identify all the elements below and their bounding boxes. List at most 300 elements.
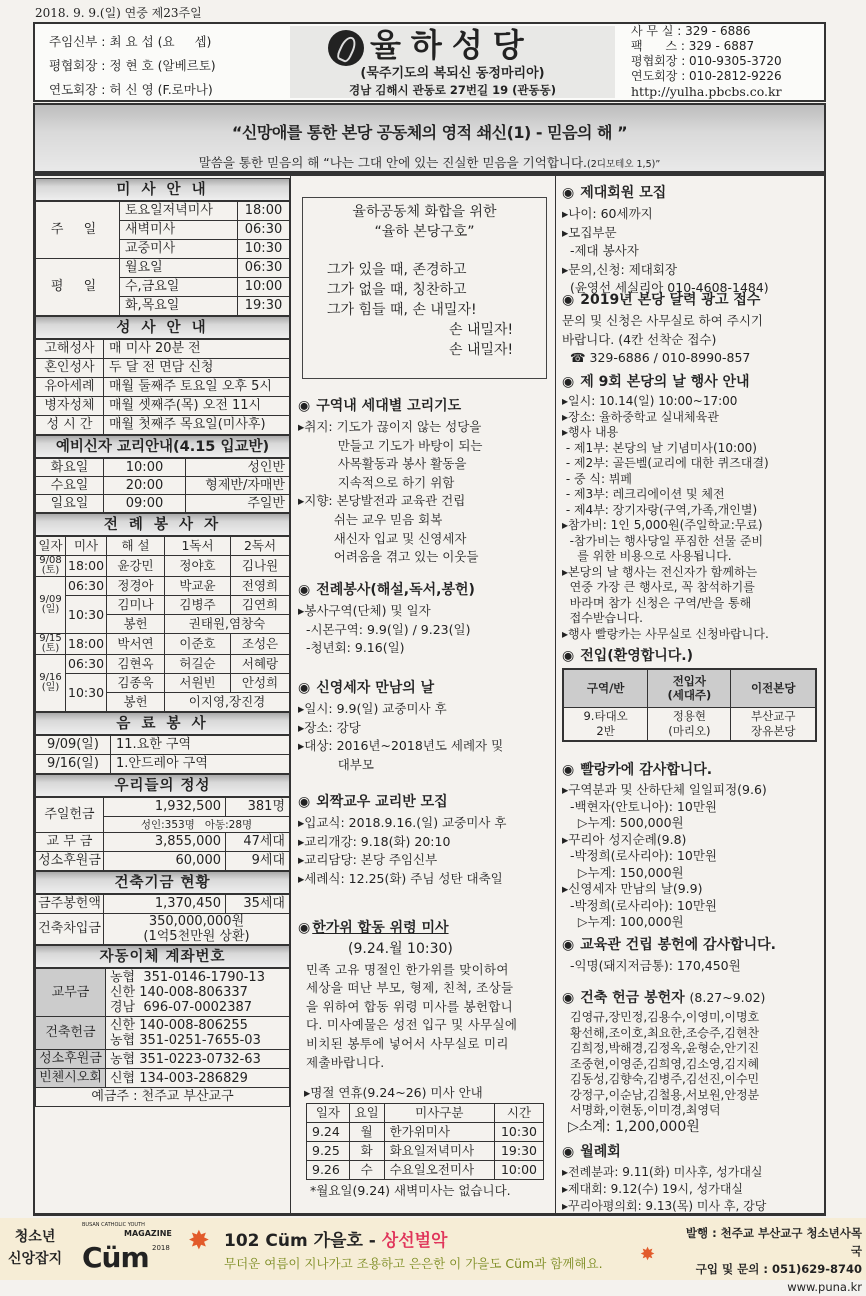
staff-pastor: 주임신부 : 최 요 섭 (요 셉) (49, 34, 212, 49)
table-cell: 두 달 전 면담 신청 (104, 359, 290, 378)
table-cell: 수 (349, 1160, 384, 1179)
section-title: 구역내 세대별 고리기도 (316, 398, 462, 414)
account-label: 교무금 (36, 969, 106, 1017)
sacrament-row (36, 416, 290, 435)
donors-subtotal: ▷소계: 1,200,000원 (568, 1118, 700, 1135)
table-cell: 9/16(일) (36, 755, 111, 774)
holiday-mass-title: ▸명절 연휴(9.24~26) 미사 안내 (304, 1085, 483, 1101)
table-cell: 화 (349, 1141, 384, 1160)
table-cell: 성인반 (186, 459, 290, 477)
list-item: 지속적으로 하기 위함 (298, 474, 455, 490)
liturgy-ministers-heading: 전 례 봉 사 자 (35, 513, 290, 536)
bullseye-icon: ◉ (562, 648, 575, 664)
section-altar-members (562, 183, 824, 298)
table-cell: 20:00 (104, 477, 186, 495)
account-numbers (106, 969, 290, 1017)
column-header: 이전본당 (731, 669, 816, 707)
table-cell: 09:00 (104, 495, 186, 513)
table-row (36, 852, 290, 871)
ad-label-line: 청소년 (14, 1229, 56, 1245)
bullseye-icon: ◉ (562, 762, 575, 778)
holiday-mass-row (307, 1160, 544, 1179)
list-item: - 제2부: 골든벨(교리에 대한 퀴즈대결) (562, 456, 769, 470)
table-cell: 일요일 (36, 495, 104, 513)
table-cell: 병자성체 (36, 397, 104, 416)
account-number: 농협 351-0251-7655-03 (110, 1033, 261, 1048)
table-cell: 매월 셋째주(목) 오전 11시 (104, 397, 290, 416)
holiday-mass-row (307, 1141, 544, 1160)
table-header-row (563, 669, 816, 707)
offering-detail: 성인:353명 아동:28명 (104, 817, 290, 833)
church-address: 경남 김해시 관동로 27번길 19 (관동동) (349, 83, 556, 97)
staff-role: 평협회장 (49, 58, 98, 73)
minister-name: 박교윤 (165, 577, 231, 596)
column-header: 1독서 (165, 537, 231, 556)
table-cell: 10:00 (104, 459, 186, 477)
contact-label: 사 무 실 (631, 24, 674, 38)
table-cell: 9/09(일) (36, 736, 111, 755)
staff-role: 주임신부 (49, 34, 98, 49)
account-number: 신협 134-003-286829 (110, 1070, 248, 1086)
account-number: 농협 351-0223-0732-63 (110, 1051, 261, 1067)
list-item: ▸지향: 본당발전과 교육관 건립 (298, 493, 466, 509)
table-cell: 성 시 간 (36, 416, 104, 435)
table-cell: 매월 둘째주 토요일 오후 5시 (104, 378, 290, 397)
minister-name: 이준호 (165, 634, 231, 655)
account-numbers (106, 1050, 290, 1069)
magazine-ad-banner[interactable] (0, 1218, 866, 1294)
column-header: 해 설 (107, 537, 165, 556)
theme-subtitle-text: 말씀을 통한 믿음의 해 “나는 그대 안에 있는 진실한 믿음을 기억합니다. (198, 155, 588, 170)
list-item: ▸일시: 10.14(일) 10:00~17:00 (562, 394, 738, 408)
section-heading (562, 1142, 824, 1162)
building-fund-heading: 건축기금 현황 (35, 871, 290, 894)
slogan-line: 그가 힘들 때, 손 내밀자! (327, 302, 477, 318)
minister-name: 조성은 (231, 634, 290, 655)
list-item: ▸장소: 강당 (298, 719, 361, 735)
parish-slogan-box (302, 197, 547, 379)
list-item: ▷누계: 500,000원 (562, 815, 684, 830)
list-item: ▸신영세자 만남의 날(9.9) (562, 881, 703, 896)
catechumen-table (35, 458, 290, 513)
table-row (36, 895, 290, 914)
sacrament-row (36, 378, 290, 397)
liturgy-ministers-table (35, 536, 290, 712)
new-parishioners-table (562, 668, 817, 742)
date: 9/09 (39, 594, 62, 605)
table-cell: 혼인성사 (36, 359, 104, 378)
slogan-line: 그가 있을 때, 존경하고 (327, 262, 467, 278)
weekday: (토) (41, 565, 60, 576)
list-item: 대부모 (298, 756, 374, 772)
holiday-mass-row (307, 1122, 544, 1141)
column-header: 요일 (349, 1103, 384, 1122)
account-number: 농협 351-0146-1790-13 (110, 970, 265, 985)
list-item: ▷누계: 150,000원 (562, 864, 684, 880)
bullseye-icon: ◉ (562, 937, 575, 953)
list-item: -백현자(안토니아): 10만원 (562, 798, 717, 814)
bullseye-icon: ◉ (562, 185, 575, 201)
text-lines (562, 782, 824, 931)
cum-magazine-logo (80, 1220, 180, 1278)
list-item: ▸문의,신청: 제대회장 (562, 261, 678, 277)
auto-transfer-heading: 자동이체 계좌번호 (35, 945, 290, 968)
list-item: - 중 식: 뷔페 (562, 471, 632, 486)
contact-memorial: 연도회장 : 010-2812-9226 (631, 69, 782, 83)
mass-time: 18:00 (238, 202, 290, 221)
account-label: 성소후원금 (36, 1050, 106, 1069)
theme-title: “신망애를 통한 본당 공동체의 영적 쇄신(1) - 믿음의 해 ” (231, 123, 628, 142)
minister-name: 안성희 (231, 674, 290, 693)
section-monthly-meetings (562, 1142, 824, 1215)
minister-name: 김연희 (231, 596, 290, 615)
mass-schedule-heading: 미 사 안 내 (35, 178, 290, 201)
list-item: 바라며 참가 신청은 구역/반을 통해 (562, 595, 752, 610)
column-header: 시간 (495, 1103, 544, 1122)
mass-name: 월요일 (120, 259, 238, 278)
list-item: ▸봉사구역(단체) 및 일자 (298, 603, 431, 618)
column-header: 구역/반 (563, 669, 648, 707)
list-item: (윤영선 세실리아 010-4608-1484) (562, 280, 769, 296)
table-row (563, 707, 816, 741)
mass-time: 10:30 (66, 596, 107, 634)
account-label: 빈첸시오회 (36, 1069, 106, 1088)
mass-time: 10:30 (238, 240, 290, 259)
liturgy-row (36, 674, 290, 693)
theme-banner (33, 103, 826, 173)
list-item: 서명화,이현동,이미경,최영덕 (570, 1103, 721, 1117)
list-item: 문의 및 신청은 사무실로 하여 주시기 (562, 313, 763, 328)
holiday-mass-note: *월요일(9.24) 새벽미사는 없습니다. (310, 1182, 511, 1198)
section-title: 월례회 (580, 1144, 621, 1160)
table-cell: 화요일 (36, 459, 104, 477)
column-header: 미사 (66, 537, 107, 556)
list-item: ▸교리담당: 본당 주임신부 (298, 852, 438, 868)
mass-time: 18:00 (66, 634, 107, 655)
table-cell: 수요일 (36, 477, 104, 495)
publisher-website[interactable]: www.puna.kr (787, 1280, 862, 1294)
column-divider (290, 175, 291, 1215)
minister-name: 김종욱 (107, 674, 165, 693)
drinks-service-heading: 음 료 봉 사 (35, 712, 290, 735)
account-numbers (106, 1069, 290, 1088)
text-lines (562, 1164, 824, 1215)
ad-headline-text: 102 Cüm 가을호 - (224, 1231, 382, 1251)
offering-label: 교 무 금 (36, 833, 104, 852)
offering-amount: 60,000 (104, 852, 226, 871)
theme-reference: (2디모테오 1,5)” (587, 159, 661, 170)
church-name: 율하성당 (370, 26, 534, 64)
offering-names: 권태원,염창숙 (165, 615, 290, 634)
staff-council-president: 평협회장 : 정 현 호 (알베르토) (49, 58, 216, 73)
ad-label (8, 1226, 62, 1270)
section-heading (298, 918, 553, 938)
list-item: -익명(돼지저금통): 170,450원 (562, 958, 741, 973)
liturgy-row (36, 596, 290, 615)
offering-label: 봉헌 (107, 693, 165, 712)
minister-name: 김현옥 (107, 655, 165, 674)
minister-name: 윤강민 (107, 556, 165, 577)
list-item: 조중현,이영준,김희영,김소영,김지혜 (570, 1056, 760, 1071)
weekday: (토) (41, 643, 60, 654)
offering-count: 47세대 (226, 833, 290, 852)
publisher-info (680, 1224, 862, 1296)
bullseye-icon: ◉ (298, 582, 311, 598)
church-patron: (묵주기도의 복되신 동정마리아) (360, 66, 545, 81)
section-building-donors (562, 988, 824, 1135)
section-catechism-class (298, 792, 553, 888)
bullseye-icon: ◉ (298, 398, 311, 414)
offering-amount: 3,855,000 (104, 833, 226, 852)
section-heading (562, 183, 824, 203)
table-header-row (36, 537, 290, 556)
list-item: ▸본당의 날 행사는 전신자가 함께하는 (562, 564, 758, 579)
website-link[interactable]: http://yulha.pbcbs.co.kr (631, 84, 782, 99)
fund-label: 건축차입금 (36, 914, 104, 945)
mass-name: 새벽미사 (120, 221, 238, 240)
section-new-parishioners (562, 646, 824, 742)
holiday-mass-table (306, 1103, 544, 1180)
list-item: 강정구,이순남,김철용,서보원,안정분 (570, 1087, 760, 1102)
minister-name: 박서연 (107, 634, 165, 655)
bulletin-date: 2018. 9. 9.(일) 연중 제23주일 (35, 6, 202, 20)
minister-name: 정야호 (165, 556, 231, 577)
section-title: 빨랑카에 감사합니다. (580, 762, 713, 778)
logo-small-text: BUSAN CATHOLIC YOUTH (82, 1222, 145, 1228)
slogan-title: “율하 본당구호” (374, 224, 475, 240)
list-item: 제출바랍니다. (306, 1054, 385, 1070)
list-item: 황선해,조이호,최요한,조승주,김현찬 (570, 1025, 760, 1040)
section-heading (562, 935, 824, 955)
maple-leaf-icon: ✸ (188, 1226, 210, 1256)
table-row (36, 914, 290, 945)
mass-time: 06:30 (66, 577, 107, 596)
drinks-row (36, 736, 290, 755)
section-title: 제대회원 모집 (580, 185, 667, 201)
table-cell: 매월 첫째주 목요일(미사후) (104, 416, 290, 435)
list-item: 를 위한 비용으로 사용됩니다. (562, 549, 732, 563)
column-header: 일자 (307, 1103, 350, 1122)
text-lines (298, 602, 553, 658)
church-logo-block (290, 26, 615, 98)
account-holder: 예금주 : 천주교 부산교구 (36, 1088, 290, 1107)
catechumen-row (36, 495, 290, 513)
liturgy-row (36, 655, 290, 674)
loan-amount: 350,000,000원 (148, 914, 245, 929)
list-item: ▸참가비: 1인 5,000원(주일학교:무료) (562, 518, 763, 532)
table-cell: 유아세례 (36, 378, 104, 397)
liturgy-row (36, 556, 290, 577)
mass-group-label: 주 일 (36, 202, 120, 259)
account-row (36, 1069, 290, 1088)
theme-subtitle (35, 153, 824, 171)
list-item: ▸세례식: 12.25(화) 주님 성탄 대축일 (298, 870, 503, 886)
section-liturgy-service (298, 580, 553, 658)
list-item: - 제1부: 본당의 날 기념미사(10:00) (562, 440, 757, 455)
weekday: (일) (41, 604, 60, 615)
contact-council: 평협회장 : 010-9305-3720 (631, 54, 782, 68)
text-lines (298, 814, 553, 888)
date: 9/08 (39, 555, 62, 566)
list-item: ▷누계: 100,000원 (562, 914, 684, 929)
mass-time: 06:30 (238, 221, 290, 240)
section-education-hall-thanks (562, 935, 824, 976)
minister-name: 전영희 (231, 577, 290, 596)
offering-names: 이지영,장진경 (165, 693, 290, 712)
chuseok-datetime: (9.24.월 10:30) (348, 941, 453, 957)
offering-amount: 1,932,500 (104, 798, 226, 817)
staff-role: 연도회장 (49, 82, 98, 97)
list-item: ▸꾸리아 성지순례(9.8) (562, 831, 687, 847)
section-palanca-thanks (562, 760, 824, 931)
sacrament-row (36, 359, 290, 378)
building-fund-table (35, 894, 290, 945)
church-header (33, 22, 826, 102)
loan-note: (1억5천만원 상환) (143, 929, 250, 944)
table-row (36, 833, 290, 852)
offering-label: 봉헌 (107, 615, 165, 634)
table-cell: 11.요한 구역 (111, 736, 290, 755)
text-lines (298, 418, 553, 567)
text-lines (562, 957, 824, 976)
list-item: 쉬는 교우 믿음 회복 (298, 511, 443, 527)
contact-value: 010-9305-3720 (689, 54, 782, 68)
sacrament-row (36, 340, 290, 359)
account-number: 신한 140-008-806255 (110, 1018, 248, 1033)
list-item: 바랍니다. (4칸 선착순 접수) (562, 331, 717, 347)
fund-amount: 1,370,450 (104, 895, 226, 914)
slogan-line: 그가 없을 때, 칭찬하고 (327, 282, 467, 298)
table-cell: 10:30 (495, 1122, 544, 1141)
text-lines (562, 205, 824, 298)
list-item: 접수받습니다. (562, 611, 643, 625)
list-item: ▸교리개강: 9.18(화) 20:10 (298, 833, 451, 849)
account-row (36, 1017, 290, 1050)
logo-wordmark: Cüm (82, 1241, 149, 1274)
text-lines (298, 700, 553, 774)
section-title: 2019년 본당 달력 광고 접수 (580, 292, 761, 308)
list-item: ▸장소: 율하중학교 실내체육관 (562, 409, 719, 424)
table-row (36, 259, 290, 278)
offerings-table (35, 797, 290, 871)
bullseye-icon: ◉ (562, 292, 575, 308)
mass-schedule-table (35, 201, 290, 316)
minister-name: 김나원 (231, 556, 290, 577)
text-lines (298, 961, 553, 1073)
text-lines (562, 1010, 824, 1119)
mass-time: 10:30 (66, 674, 107, 712)
section-heading (562, 988, 824, 1008)
section-heading (562, 290, 824, 310)
section-heading (562, 646, 824, 666)
left-column (35, 178, 290, 1107)
catechumen-heading: 예비신자 교리안내(4.15 입교반) (35, 435, 290, 458)
catechumen-row (36, 477, 290, 495)
donors-period: (8.27~9.02) (689, 990, 766, 1005)
table-cell: 주일반 (186, 495, 290, 513)
list-item: 김동성,김향숙,김병주,김선진,이수민 (570, 1072, 760, 1086)
newcomer-cell: 정용현 (마리오) (648, 707, 731, 741)
minister-name: 김미나 (107, 596, 165, 615)
minister-name: 김병주 (165, 596, 231, 615)
section-title: 전례봉사(해설,독서,봉헌) (316, 582, 475, 598)
mass-time: 18:00 (66, 556, 107, 577)
section-parish-day (562, 372, 824, 642)
previous-parish-cell: 부산교구 장유본당 (731, 707, 816, 741)
bullseye-icon: ◉ (562, 374, 575, 390)
list-item: ▸입교식: 2018.9.16.(일) 교중미사 후 (298, 815, 507, 830)
list-item: 김영규,장민정,김용수,이영미,이명호 (570, 1010, 760, 1024)
mass-time: 10:00 (238, 278, 290, 297)
bullseye-icon: ◉ (298, 680, 311, 696)
table-cell: 9.25 (307, 1141, 350, 1160)
table-row (36, 798, 290, 817)
mass-group-label: 평 일 (36, 259, 120, 316)
account-row (36, 969, 290, 1017)
section-heading (562, 760, 824, 780)
maple-leaf-icon: ✸ (640, 1244, 656, 1265)
drinks-service-table (35, 735, 290, 774)
account-row (36, 1050, 290, 1069)
list-item: ▸행사 내용 (562, 425, 619, 439)
table-cell: 19:30 (495, 1141, 544, 1160)
table-cell: 1.안드레아 구역 (111, 755, 290, 774)
list-item: ▸취지: 기도가 끊이지 않는 성당을 (298, 419, 482, 434)
list-item: 세상을 떠난 부모, 형제, 친척, 조상들 (306, 980, 514, 996)
ad-subtitle: 무더운 여름이 지나가고 조용하고 은은한 이 가을도 Cüm과 함께해요. (224, 1256, 603, 1271)
list-item: 연중 가장 큰 행사로, 꼭 참석하기를 (562, 580, 755, 594)
list-item: 다. 미사예물은 성전 입구 및 사무실에 (306, 1017, 518, 1033)
bullseye-icon: ◉ (562, 1144, 575, 1160)
table-cell: 10:00 (495, 1160, 544, 1179)
section-heading (298, 396, 553, 416)
table-cell: 화요일저녁미사 (384, 1141, 494, 1160)
weekday: (일) (41, 682, 60, 693)
list-item: ▸대상: 2016년~2018년도 세례자 및 (298, 738, 504, 754)
offering-label: 성소후원금 (36, 852, 104, 871)
mass-name: 수,금요일 (120, 278, 238, 297)
service-date (36, 655, 66, 712)
catechumen-row (36, 459, 290, 477)
staff-name: 허 신 영 (F.로마나) (109, 82, 213, 97)
sacrament-row (36, 397, 290, 416)
mass-name: 토요일저녁미사 (120, 202, 238, 221)
church-emblem-icon (328, 30, 364, 66)
list-item: 김희정,박해경,김정옥,윤형순,안기진 (570, 1041, 760, 1055)
liturgy-row (36, 577, 290, 596)
text-lines (562, 394, 824, 642)
account-number: 경남 696-07-0002387 (110, 1000, 253, 1015)
service-date (36, 556, 66, 577)
section-title: 교육관 건립 봉헌에 감사합니다. (580, 937, 776, 953)
list-item: 을 위하여 합동 위령 미사를 봉헌합니 (306, 998, 513, 1014)
account-numbers (106, 1017, 290, 1050)
account-label: 건축헌금 (36, 1017, 106, 1050)
date: 9/16 (39, 672, 62, 683)
section-neophyte-meeting (298, 678, 553, 774)
list-item: - 제4부: 장기자랑(구역,가족,개인별) (562, 502, 758, 517)
list-item: 만들고 기도가 바탕이 되는 (298, 437, 483, 453)
section-title: 제 9회 본당의 날 행사 안내 (580, 374, 750, 390)
list-item: -청년회: 9.16(일) (298, 640, 405, 656)
section-chuseok-mass (298, 918, 553, 1200)
contact-label: 평협회장 (631, 54, 678, 68)
column-header: 미사구분 (384, 1103, 494, 1122)
list-item: -참가비는 행사당일 푸짐한 선물 준비 (562, 533, 764, 548)
ad-headline-accent: 상선벌악 (381, 1231, 448, 1251)
section-ring-prayer (298, 396, 553, 567)
table-cell: 매 미사 20분 전 (104, 340, 290, 359)
